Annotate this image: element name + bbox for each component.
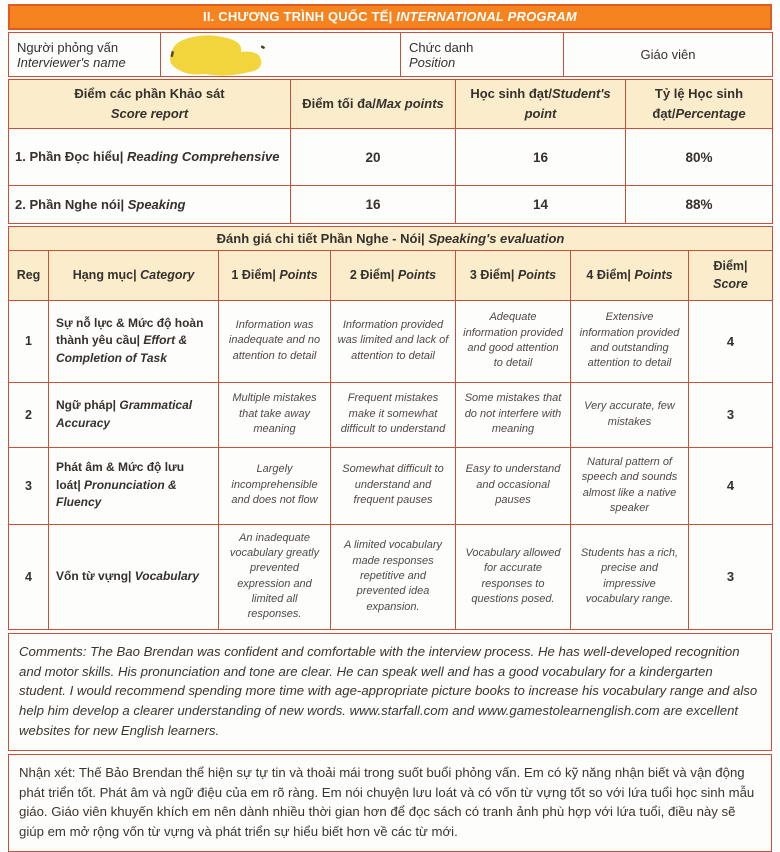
vocabulary-2pt-desc: A limited vocabulary made responses repetitive and prevented idea expansion.	[331, 524, 456, 629]
score-report-col-header: Điểm các phần Khảo sát Score report	[9, 80, 291, 129]
row-number: 2	[9, 382, 49, 447]
points-3-col-header: 3 Điểm| Points	[456, 251, 571, 300]
category-effort: Sự nỗ lực & Mức độ hoàn thành yêu cầu| Effort & Completion of Task	[49, 300, 219, 382]
interviewer-label-vi: Người phỏng vấn	[17, 39, 119, 55]
evaluation-form-page	[8, 0, 772, 852]
pronunciation-1pt-desc: Largely incomprehensible and does not flow	[219, 447, 331, 524]
reading-label: 1. Phần Đọc hiểu| Reading Comprehensive	[9, 129, 291, 186]
program-title-en: INTERNATIONAL PROGRAM	[392, 9, 577, 24]
program-title-vi: II. CHƯƠNG TRÌNH QUỐC TẾ|	[203, 9, 393, 24]
reg-col-header: Reg	[9, 251, 49, 300]
vocabulary-1pt-desc: An inadequate vocabulary greatly prevented expression and limited all responses.	[219, 524, 331, 629]
grammar-3pt-desc: Some mistakes that do not interfere with meaning	[456, 382, 571, 447]
pronunciation-3pt-desc: Easy to understand and occasional pauses	[456, 447, 571, 524]
effort-1pt-desc: Information was inadequate and no attention to detail	[219, 300, 331, 382]
speaking-student-points: 14	[456, 186, 626, 224]
speaking-label: 2. Phần Nghe nói| Speaking	[9, 186, 291, 224]
row-number: 3	[9, 447, 49, 524]
grammar-1pt-desc: Multiple mistakes that take away meaning	[219, 382, 331, 447]
score-row-reading	[9, 129, 773, 186]
vocabulary-4pt-desc: Students has a rich, precise and impressive vocabulary range.	[571, 524, 689, 629]
position-label	[401, 33, 564, 77]
position-label-vi: Chức danh	[409, 39, 474, 55]
score-report-header-row	[9, 80, 773, 129]
category-pronunciation: Phát âm & Mức độ lưu loát| Pronunciation & Fluency	[49, 447, 219, 524]
comments-box: Comments: The Bao Brendan was confident and comfortable with the interview process. He has well-developed recognition and motor skills. His pronunciation and tone are clear. He can speak well and has a good vocabulary for a kindergarten student. I would recommend spending more time with age-appropriate picture books to increase his vocabulary range and also help him develop a clearer understanding of new words. www.starfall.com and www.gamestolearnenglish.com are excellent websites for new English learners.	[8, 633, 772, 751]
pronunciation-4pt-desc: Natural pattern of speech and sounds almost like a native speaker	[571, 447, 689, 524]
score-row-speaking	[9, 186, 773, 224]
redacted-name-overlay	[165, 34, 315, 76]
category-grammar: Ngữ pháp| Grammatical Accuracy	[49, 382, 219, 447]
position-value: Giáo viên	[564, 33, 773, 77]
points-4-col-header: 4 Điểm| Points	[571, 251, 689, 300]
student-point-col-header: Học sinh đạt/Student's point	[456, 80, 626, 129]
position-label-en: Position	[409, 54, 456, 70]
score-col-header: Điểm| Score	[689, 251, 773, 300]
vocabulary-3pt-desc: Vocabulary allowed for accurate responses to questions posed.	[456, 524, 571, 629]
effort-3pt-desc: Adequate information provided and good attention to detail	[456, 300, 571, 382]
rubric-row-grammar	[9, 382, 773, 447]
evaluation-section-header	[9, 227, 773, 251]
evaluation-section-title: Đánh giá chi tiết Phần Nghe - Nói| Speaking's evaluation	[9, 227, 773, 251]
row-number: 1	[9, 300, 49, 382]
pronunciation-score: 4	[689, 447, 773, 524]
grammar-4pt-desc: Very accurate, few mistakes	[571, 382, 689, 447]
effort-2pt-desc: Information provided was limited and lack of attention to detail	[331, 300, 456, 382]
pronunciation-2pt-desc: Somewhat difficult to understand and frequent pauses	[331, 447, 456, 524]
row-number: 4	[9, 524, 49, 629]
interviewer-info-table	[8, 32, 773, 77]
score-report-table	[8, 79, 773, 224]
category-vocabulary: Vốn từ vựng| Vocabulary	[49, 524, 219, 629]
points-1-col-header: 1 Điểm| Points	[219, 251, 331, 300]
speaking-percentage: 88%	[626, 186, 773, 224]
percentage-col-header: Tỷ lệ Học sinh đạt/Percentage	[626, 80, 773, 129]
remarks-box: Nhận xét: Thế Bảo Brendan thể hiện sự tự tin và thoải mái trong suốt buổi phỏng vấn. Em có kỹ năng nhận biết và vận động phát triển tốt. Phát âm và ngữ điệu của em rõ ràng. Em nói chuyện lưu loát và có vốn từ vựng tốt so với lứa tuổi học sinh mẫu giáo. Giáo viên khuyến khích em nên dành nhiều thời gian hơn để đọc sách có tranh ảnh phù hợp với lứa tuổi, điều này sẽ giúp em mở rộng vốn từ vựng và phát triển sự hiểu biết hơn về các từ mới.	[8, 754, 772, 852]
reading-max-points: 20	[291, 129, 456, 186]
interviewer-name-value	[161, 33, 401, 77]
rubric-row-pronunciation	[9, 447, 773, 524]
program-title-bar	[8, 4, 772, 30]
grammar-score: 3	[689, 382, 773, 447]
speaking-evaluation-table	[8, 226, 773, 630]
points-2-col-header: 2 Điểm| Points	[331, 251, 456, 300]
speaking-max-points: 16	[291, 186, 456, 224]
max-points-col-header: Điểm tối đa/Max points	[291, 80, 456, 129]
interviewer-name-label	[9, 33, 161, 77]
reading-percentage: 80%	[626, 129, 773, 186]
rubric-row-effort	[9, 300, 773, 382]
rubric-header-row	[9, 251, 773, 300]
effort-4pt-desc: Extensive information provided and outstanding attention to detail	[571, 300, 689, 382]
category-col-header: Hạng mục| Category	[49, 251, 219, 300]
interviewer-label-en: Interviewer's name	[17, 54, 126, 70]
vocabulary-score: 3	[689, 524, 773, 629]
grammar-2pt-desc: Frequent mistakes make it somewhat difficult to understand	[331, 382, 456, 447]
rubric-row-vocabulary	[9, 524, 773, 629]
reading-student-points: 16	[456, 129, 626, 186]
effort-score: 4	[689, 300, 773, 382]
